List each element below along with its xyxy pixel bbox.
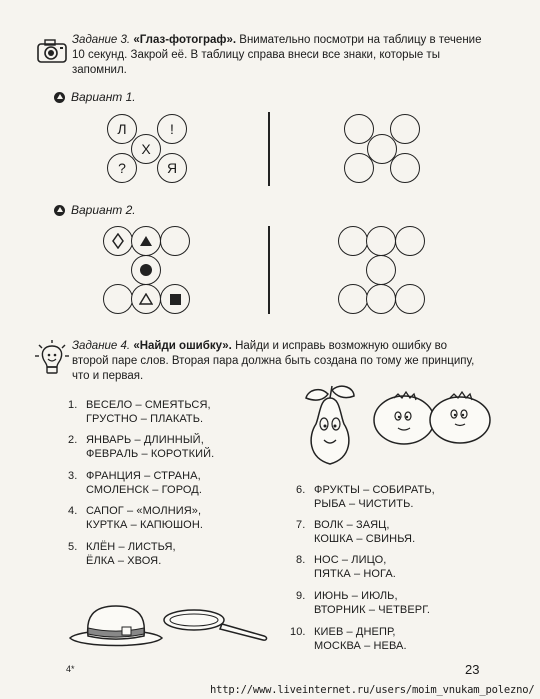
circle-filled-icon (139, 263, 153, 277)
list-item: 6. ФРУКТЫ – СОБИРАТЬ, РЫБА – ЧИСТИТЬ. (296, 484, 435, 510)
v2-answer-circle[interactable] (366, 255, 396, 285)
pear-illustration (298, 380, 362, 470)
lightbulb-icon (34, 338, 70, 378)
v2-answer-circle[interactable] (366, 226, 396, 256)
list-item: 3. ФРАНЦИЯ – СТРАНА, СМОЛЕНСК – ГОРОД. (68, 470, 203, 496)
v2-answer-circle[interactable] (338, 284, 368, 314)
hat-illustration (66, 598, 166, 650)
v1-answer-circle[interactable] (344, 153, 374, 183)
bullet-icon (54, 205, 65, 216)
task3-label: Задание 3. (72, 34, 131, 46)
task3-line2: 10 секунд. Закрой её. В таблицу справа внеси все знаки, которые ты (72, 49, 440, 61)
v2-circle (160, 284, 190, 314)
v1-circle: ? (107, 153, 137, 183)
v1-circle: Х (131, 134, 161, 164)
v1-answer-circle[interactable] (390, 153, 420, 183)
v2-circle (103, 284, 133, 314)
v2-circle (131, 284, 161, 314)
v2-circle (103, 226, 133, 256)
v1-circle: ! (157, 114, 187, 144)
task4-title: «Найди ошибку». (133, 340, 232, 352)
task4-label: Задание 4. (72, 340, 131, 352)
footer-mark: 4* (66, 664, 75, 674)
source-url[interactable]: http://www.liveinternet.ru/users/moim_vnukam_polezno/ (210, 684, 535, 696)
task4-text (72, 339, 502, 384)
camera-icon (36, 38, 68, 64)
task3-line1: Внимательно посмотри на таблицу в течение (236, 34, 482, 46)
v2-answer-circle[interactable] (395, 226, 425, 256)
v2-circle (131, 255, 161, 285)
task3-text (72, 33, 502, 78)
divider-line (268, 226, 270, 314)
v2-circle (160, 226, 190, 256)
variant2-label: Вариант 2. (71, 203, 136, 217)
divider-line (268, 112, 270, 186)
task4-line2: второй паре слов. Вторая пара должна быть создана по тому же принципу, (72, 355, 475, 367)
task3-title: «Глаз-фотограф». (133, 34, 237, 46)
v1-circle: Я (157, 153, 187, 183)
triangle-outline-icon (139, 293, 153, 305)
list-item: 7. ВОЛК – ЗАЯЦ, КОШКА – СВИНЬЯ. (296, 519, 416, 545)
list-item: 10. КИЕВ – ДНЕПР, МОСКВА – НЕВА. (290, 626, 407, 652)
v2-answer-circle[interactable] (338, 226, 368, 256)
task4-line3: что и первая. (72, 370, 144, 382)
task3-line3: запомнил. (72, 64, 127, 76)
diamond-outline-icon (112, 233, 124, 249)
list-item: 4. САПОГ – «МОЛНИЯ», КУРТКА – КАПЮШОН. (68, 505, 204, 531)
list-item: 8. НОС – ЛИЦО, ПЯТКА – НОГА. (296, 554, 396, 580)
page-number: 23 (465, 662, 480, 677)
variant1-label: Вариант 1. (71, 90, 136, 104)
v2-circle (131, 226, 161, 256)
square-filled-icon (170, 294, 181, 305)
v1-answer-circle[interactable] (390, 114, 420, 144)
tomato-illustration (372, 386, 436, 446)
list-item: 1. ВЕСЕЛО – СМЕЯТЬСЯ, ГРУСТНО – ПЛАКАТЬ. (68, 399, 211, 425)
list-item: 2. ЯНВАРЬ – ДЛИННЫЙ, ФЕВРАЛЬ – КОРОТКИЙ. (68, 434, 215, 460)
v2-answer-circle[interactable] (395, 284, 425, 314)
list-item: 5. КЛЁН – ЛИСТЬЯ, ЁЛКА – ХВОЯ. (68, 541, 176, 567)
variant2-heading (54, 203, 136, 217)
bullet-icon (54, 92, 65, 103)
v2-answer-circle[interactable] (366, 284, 396, 314)
triangle-filled-icon (139, 235, 153, 247)
tomato-illustration (428, 388, 492, 446)
v1-circle: Л (107, 114, 137, 144)
frying-pan-illustration (162, 604, 270, 644)
variant1-heading (54, 90, 136, 104)
list-item: 9. ИЮНЬ – ИЮЛЬ, ВТОРНИК – ЧЕТВЕРГ. (296, 590, 431, 616)
task4-line1: Найди и исправь возможную ошибку во (231, 340, 448, 352)
